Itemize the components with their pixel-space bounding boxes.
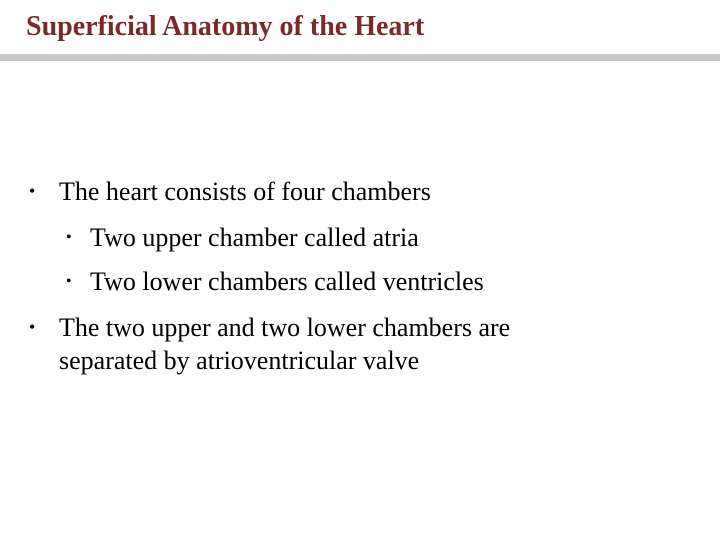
bullet-dot-icon: • bbox=[66, 229, 72, 246]
sub-bullet-item bbox=[66, 265, 484, 298]
bullet-dot-icon: • bbox=[29, 181, 36, 201]
bullet-item bbox=[29, 175, 431, 208]
bullet-text-line-1: The two upper and two lower chambers are bbox=[59, 313, 511, 342]
bullet-dot-icon: • bbox=[66, 273, 72, 290]
bullet-text: Two lower chambers called ventricles bbox=[90, 267, 484, 296]
bullet-text-line-2: separated by atrioventricular valve bbox=[59, 346, 420, 375]
bullet-dot-icon: • bbox=[29, 317, 36, 337]
bullet-text: The heart consists of four chambers bbox=[59, 177, 431, 206]
bullet-item bbox=[29, 311, 510, 377]
sub-bullet-item bbox=[66, 221, 419, 254]
slide-title: Superficial Anatomy of the Heart bbox=[26, 11, 425, 42]
bullet-text: Two upper chamber called atria bbox=[90, 223, 419, 252]
